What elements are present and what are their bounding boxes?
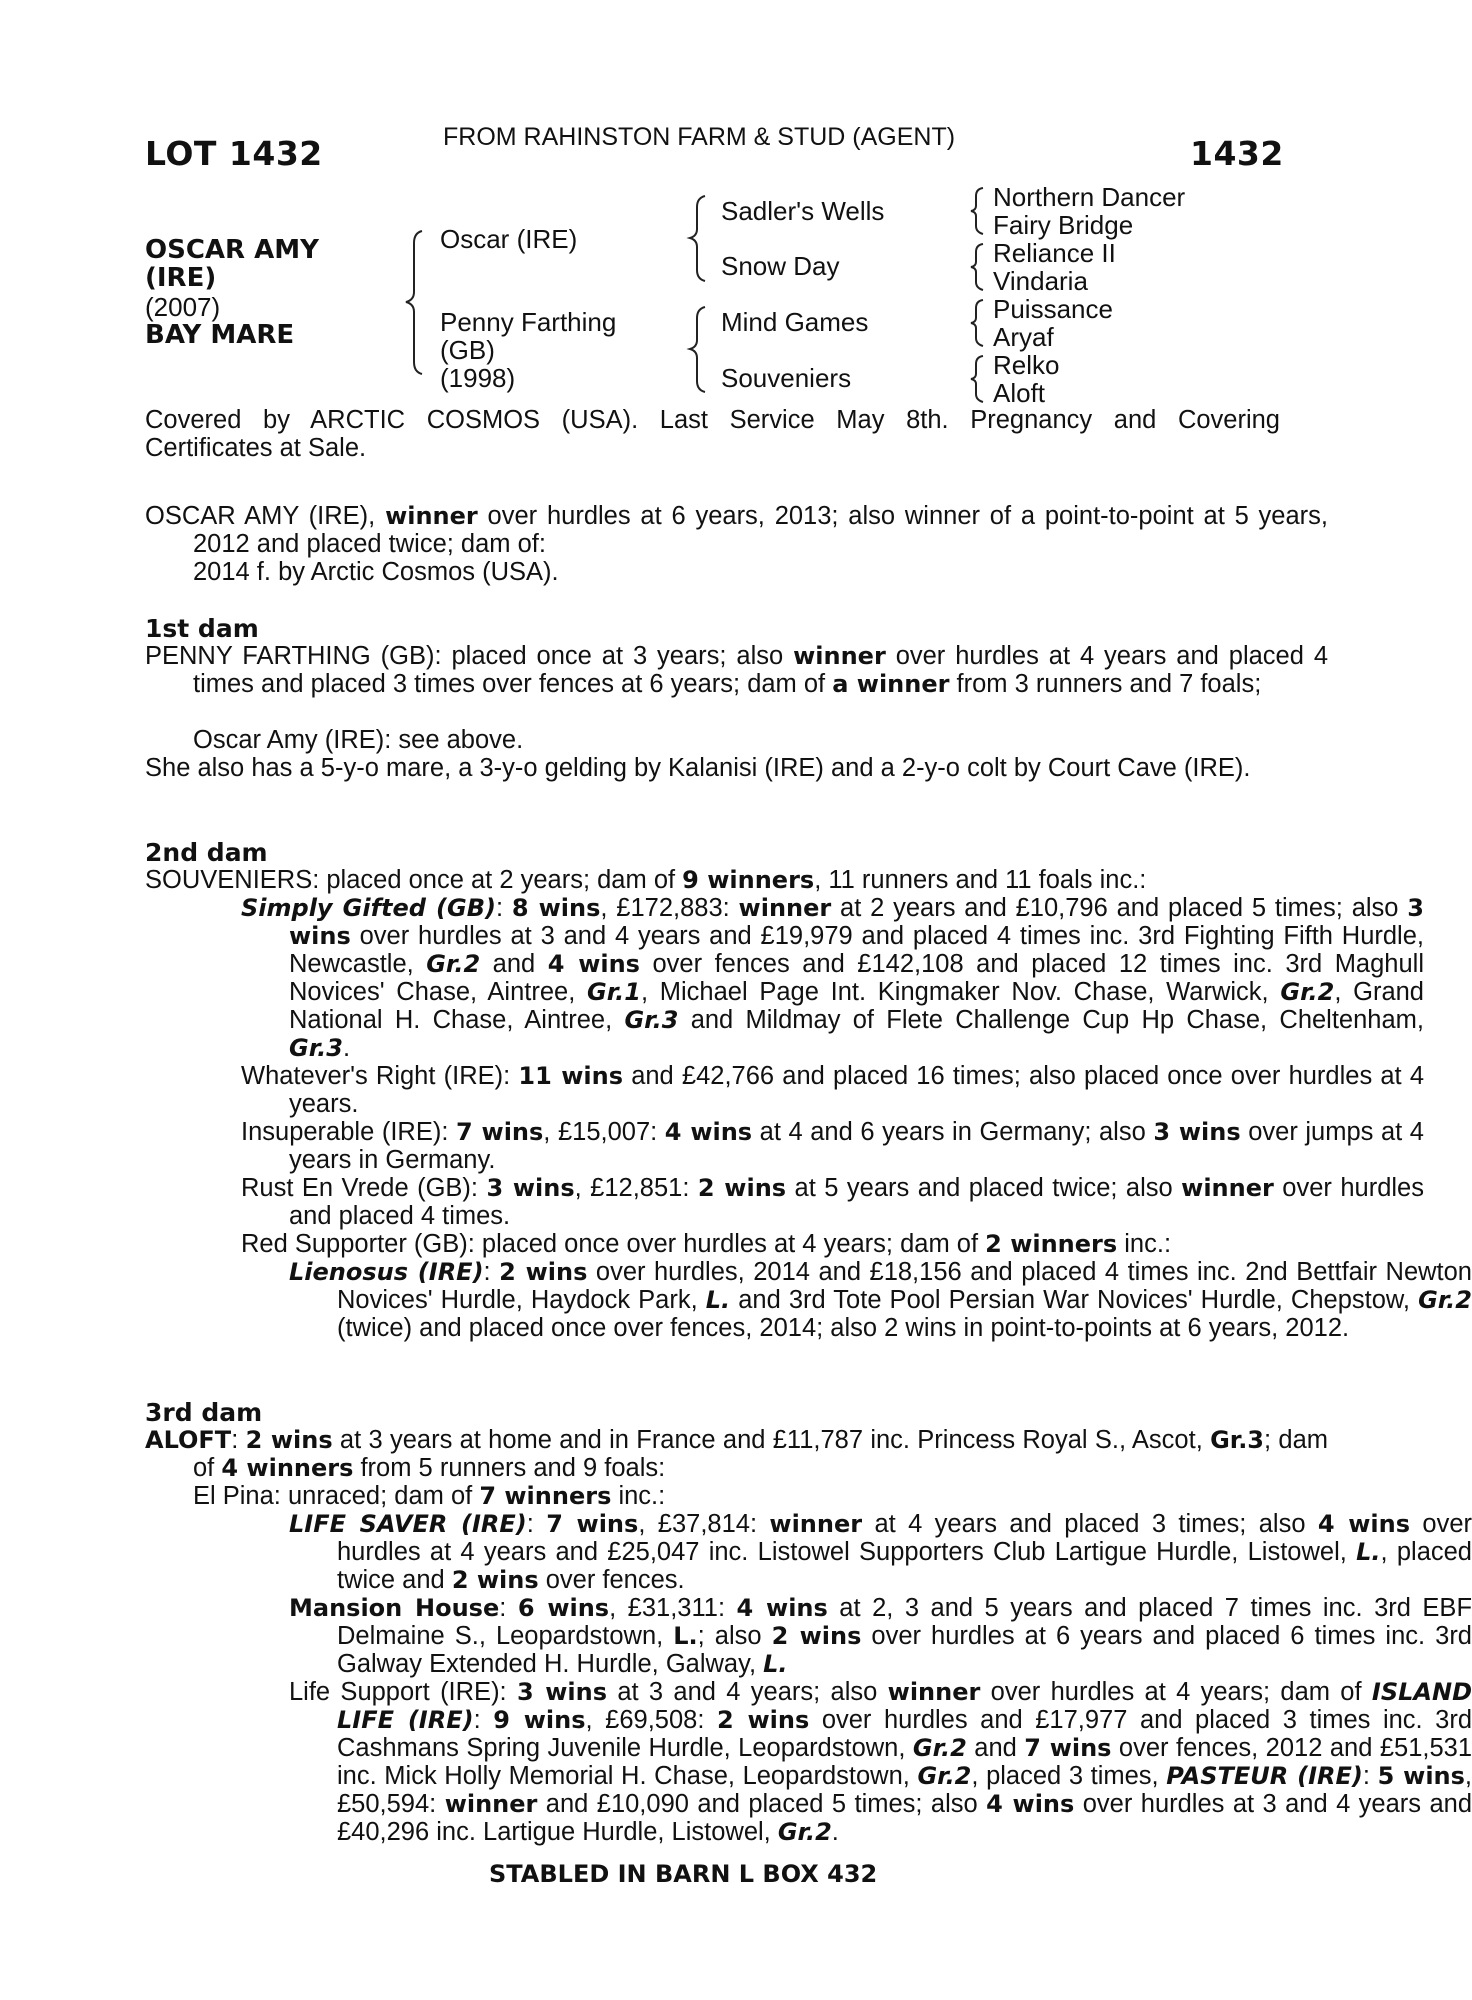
covering-note (145, 406, 1280, 462)
section-1st-dam: 1st dam (145, 614, 259, 643)
third-dam-record: ALOFT: 2 wins at 3 years at home and in France and £11,787 inc. Princess Royal S., Ascot, Gr.3; dam of 4 winners from 5 runners and 9 foals: (145, 1426, 1329, 1482)
pedigree-sire-dam: Snow Day (721, 251, 840, 281)
pedigree-g2: Fairy Bridge (993, 210, 1134, 240)
pedigree-dam-sire: Mind Games (721, 307, 869, 337)
covering-line-1: Covered by ARCTIC COSMOS (USA). Last Service May 8th. Pregnancy and Covering (145, 406, 1280, 434)
pedigree-g5: Puissance (993, 294, 1113, 324)
second-dam-record: SOUVENIERS: placed once at 2 years; dam of 9 winners, 11 runners and 11 foals inc.: (145, 866, 1147, 894)
horse-description: BAY MARE (145, 320, 295, 350)
lot-number: 1432 (1190, 134, 1284, 173)
pedigree-g7: Relko (993, 350, 1060, 380)
produce-simply-gifted: Simply Gifted (GB): 8 wins, £172,883: winner at 2 years and £10,796 and placed 5 times; also 3 wins over hurdles at 3 and 4 years and £19,979 and placed 4 times inc. 3rd Fighting Fifth Hurdle, Newcastle, Gr.2 and 4 wins over fences and £142,108 and placed 12 times inc. 3rd Maghull Novices' Chase, Aintree, Gr.1, Michael Page Int. Kingmaker Nov. Chase, Warwick, Gr.2, Grand National H. Chase, Aintree, Gr.3 and Mildmay of Flete Challenge Cup Hp Chase, Cheltenham, Gr.3. (241, 894, 1424, 1062)
lot-label: LOT 1432 (145, 134, 323, 173)
consignor: FROM RAHINSTON FARM & STUD (AGENT) (443, 123, 956, 151)
pedigree-g1: Northern Dancer (993, 182, 1186, 212)
pedigree-g8: Aloft (993, 378, 1046, 408)
pedigree-dam-dam: Souveniers (721, 363, 852, 393)
covering-line-2: Certificates at Sale. (145, 434, 367, 462)
pedigree-g4: Vindaria (993, 266, 1088, 296)
pedigree-g3: Reliance II (993, 238, 1116, 268)
first-dam-produce: Oscar Amy (IRE): see above. (193, 726, 524, 754)
pedigree-sire-sire: Sadler's Wells (721, 196, 885, 226)
pedigree-dam-year: (1998) (440, 363, 516, 393)
first-dam-young-stock: She also has a 5-y-o mare, a 3-y-o gelding by Kalanisi (IRE) and a 2-y-o colt by Court Cave (IRE). (145, 754, 1251, 782)
produce-red-supporter: Red Supporter (GB): placed once over hurdles at 4 years; dam of 2 winners inc.: (241, 1230, 1172, 1258)
horse-name: OSCAR AMY (145, 235, 319, 265)
produce-record: OSCAR AMY (IRE), winner over hurdles at 6 years, 2013; also winner of a point-to-point at 5 years, 2012 and placed twice; dam of: (145, 502, 1329, 558)
first-dam-record: PENNY FARTHING (GB): placed once at 3 years; also winner over hurdles at 4 years and placed 4 times and placed 3 times over fences at 6 years; dam of a winner from 3 runners and 7 foals; (145, 642, 1328, 698)
produce-insuperable: Insuperable (IRE): 7 wins, £15,007: 4 wins at 4 and 6 years in Germany; also 3 wins over jumps at 4 years in Germany. (241, 1118, 1424, 1174)
pedigree-brackets (0, 0, 1428, 420)
pedigree-dam-country: (GB) (440, 335, 495, 365)
produce-lienosus: Lienosus (IRE): 2 wins over hurdles, 2014 and £18,156 and placed 4 times inc. 2nd Bettfair Newton Novices' Hurdle, Haydock Park, L. and 3rd Tote Pool Persian War Novices' Hurdle, Chepstow, Gr.2 (twice) and placed once over fences, 2014; also 2 wins in point-to-points at 6 years, 2012. (289, 1258, 1472, 1342)
horse-country: (IRE) (145, 263, 217, 293)
produce-life-support: Life Support (IRE): 3 wins at 3 and 4 years; also winner over hurdles at 4 years; dam of ISLAND LIFE (IRE): 9 wins, £69,508: 2 wins over hurdles and £17,977 and placed 3 times inc. 3rd Cashmans Spring Juvenile Hurdle, Leopardstown, Gr.2 and 7 wins over fences, 2012 and £51,531 inc. Mick Holly Memorial H. Chase, Leopardstown, Gr.2, placed 3 times, PASTEUR (IRE): 5 wins, £50,594: winner and £10,090 and placed 5 times; also 4 wins over hurdles at 3 and 4 years and £40,296 inc. Lartigue Hurdle, Listowel, Gr.2. (289, 1678, 1472, 1846)
produce-el-pina: El Pina: unraced; dam of 7 winners inc.: (193, 1482, 666, 1510)
stabling-info: STABLED IN BARN L BOX 432 (489, 1860, 878, 1888)
produce-life-saver: LIFE SAVER (IRE): 7 wins, £37,814: winner at 4 years and placed 3 times; also 4 wins over hurdles at 4 years and £25,047 inc. Listowel Supporters Club Lartigue Hurdle, Listowel, L., placed twice and 2 wins over fences. (289, 1510, 1472, 1594)
section-2nd-dam: 2nd dam (145, 838, 268, 867)
produce-whatevers-right: Whatever's Right (IRE): 11 wins and £42,766 and placed 16 times; also placed once over hurdles at 4 years. (241, 1062, 1425, 1118)
produce-rust-en-vrede: Rust En Vrede (GB): 3 wins, £12,851: 2 wins at 5 years and placed twice; also winner over hurdles and placed 4 times. (241, 1174, 1424, 1230)
horse-year: (2007) (145, 292, 221, 322)
pedigree-dam: Penny Farthing (440, 307, 617, 337)
produce-2014: 2014 f. by Arctic Cosmos (USA). (193, 558, 559, 586)
section-3rd-dam: 3rd dam (145, 1398, 263, 1427)
pedigree-sire: Oscar (IRE) (440, 224, 578, 254)
produce-mansion-house: Mansion House: 6 wins, £31,311: 4 wins at 2, 3 and 5 years and placed 7 times inc. 3rd EBF Delmaine S., Leopardstown, L.; also 2 wins over hurdles at 6 years and placed 6 times inc. 3rd Galway Extended H. Hurdle, Galway, L. (289, 1594, 1472, 1678)
pedigree-g6: Aryaf (993, 322, 1054, 352)
